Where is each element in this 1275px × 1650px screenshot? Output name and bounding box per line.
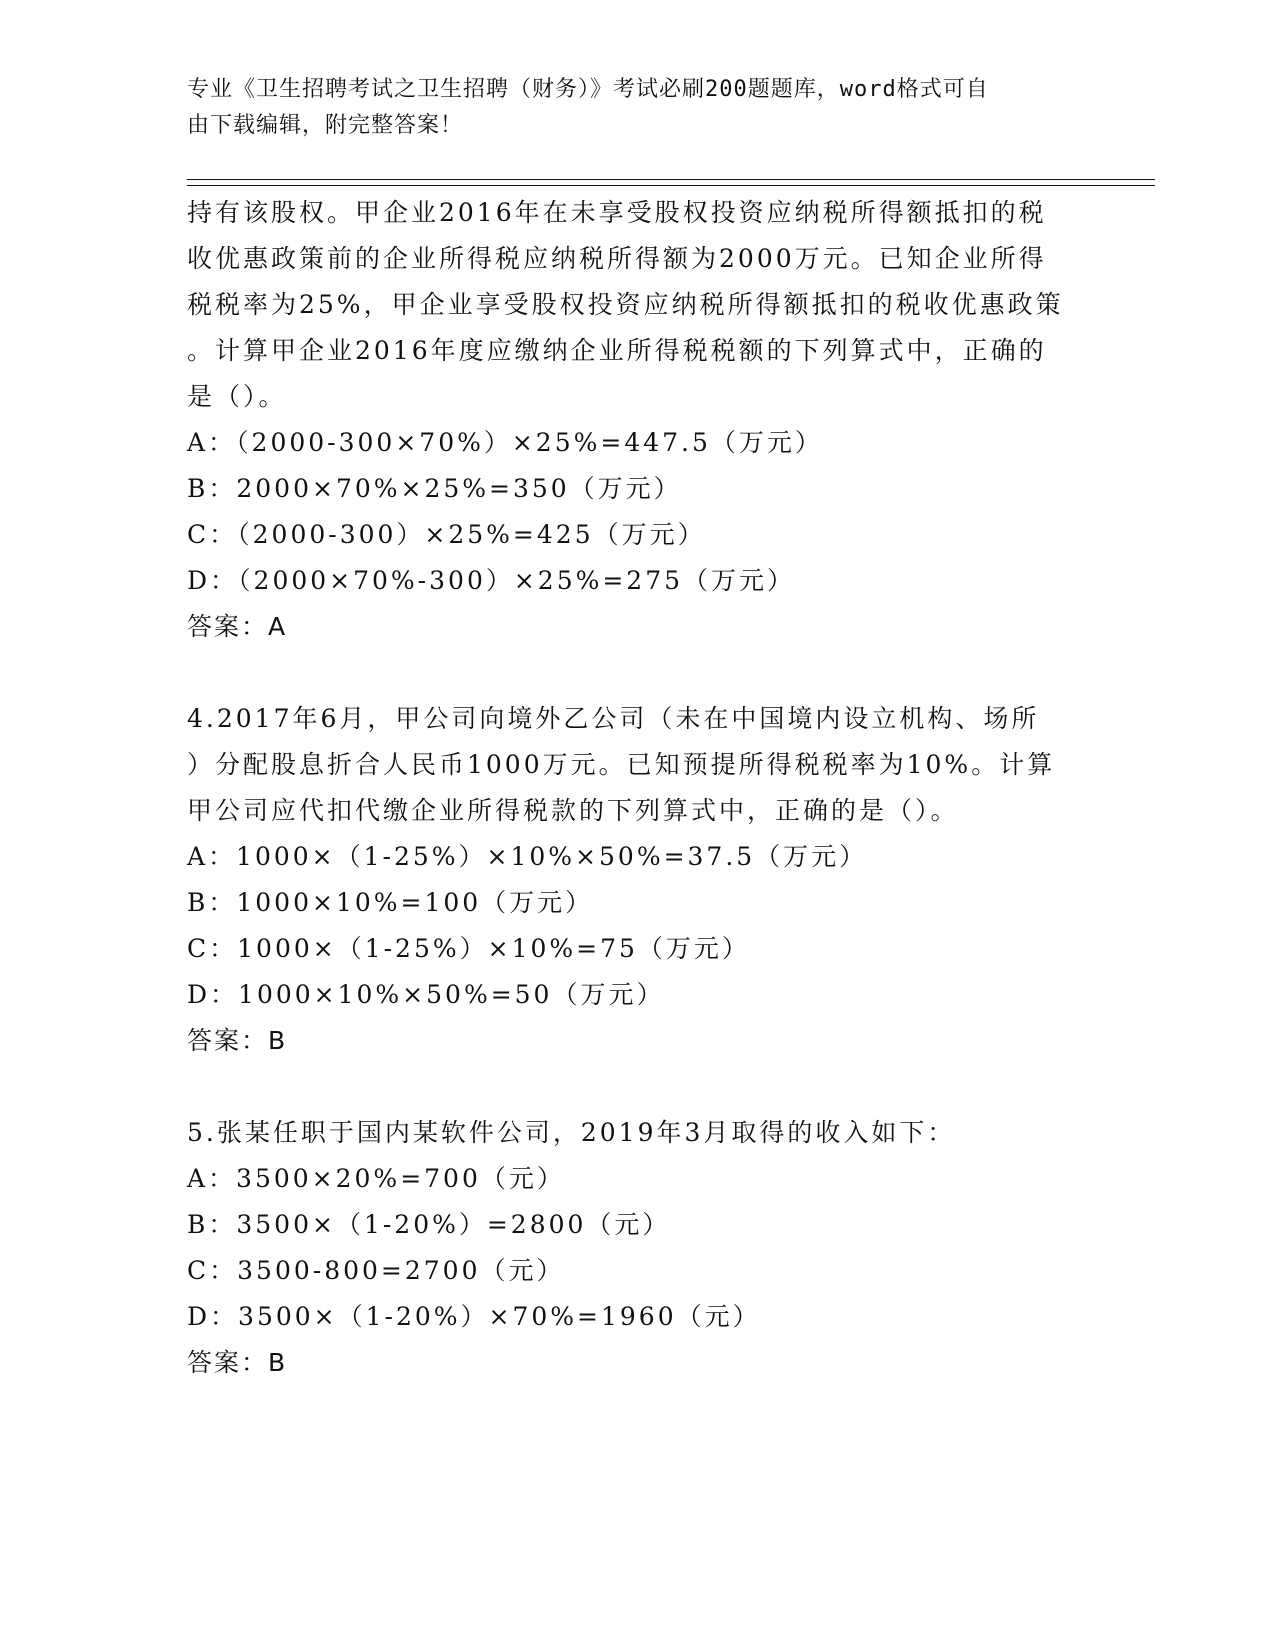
question-3-stem-line: 税税率为25%，甲企业享受股权投资应纳税所得额抵扣的税收优惠政策 [187,290,1064,319]
question-3-answer: 答案：A [187,612,288,641]
question-3-stem-line: 持有该股权。甲企业2016年在未享受股权投资应纳税所得额抵扣的税 [187,198,1047,227]
header-divider-top [187,179,1155,180]
question-4-stem-line: 4.2017年6月，甲公司向境外乙公司（未在中国境内设立机构、场所 [187,704,1040,733]
spacer [187,650,1087,696]
header-line-2: 由下载编辑，附完整答案！ [187,113,464,138]
question-4-stem-line: 甲公司应代扣代缴企业所得税款的下列算式中，正确的是（）。 [187,796,959,825]
question-4-stem-line: ）分配股息折合人民币1000万元。已知预提所得税税率为10%。计算 [187,750,1056,779]
header-divider-bottom [187,185,1155,186]
question-4 [187,696,1087,1064]
question-4-option-c: C：1000×（1-25%）×10%=75（万元） [187,934,750,963]
question-5-option-c: C：3500-800=2700（元） [187,1256,565,1285]
question-5-stem-line: 5.张某任职于国内某软件公司，2019年3月取得的收入如下： [187,1118,956,1147]
question-3-stem-line: 收优惠政策前的企业所得税应纳税所得额为2000万元。已知企业所得 [187,244,1047,273]
question-3-option-c: C：（2000-300）×25%=425（万元） [187,520,706,549]
question-3-stem-line: 。计算甲企业2016年度应缴纳企业所得税税额的下列算式中，正确的 [187,336,1047,365]
question-5-answer: 答案：B [187,1348,288,1377]
question-5-option-b: B：3500×（1-20%）=2800（元） [187,1210,671,1239]
question-content [187,190,1087,1386]
spacer [187,1064,1087,1110]
question-3-option-d: D：（2000×70%-300）×25%=275（万元） [187,566,796,595]
page-header [187,72,1087,144]
question-3-option-b: B：2000×70%×25%=350（万元） [187,474,682,503]
question-5-option-d: D：3500×（1-20%）×70%=1960（元） [187,1302,761,1331]
header-line-1: 专业《卫生招聘考试之卫生招聘（财务）》考试必刷200题题库，word格式可自 [187,77,989,102]
question-4-option-d: D：1000×10%×50%=50（万元） [187,980,665,1009]
question-3-option-a: A：（2000-300×70%）×25%=447.5（万元） [187,428,823,457]
question-3 [187,190,1087,650]
question-4-option-a: A：1000×（1-25%）×10%×50%=37.5（万元） [187,842,868,871]
question-3-stem-line: 是（）。 [187,382,287,411]
question-5-option-a: A：3500×20%=700（元） [187,1164,565,1193]
question-5 [187,1110,1087,1386]
question-4-option-b: B：1000×10%=100（万元） [187,888,594,917]
question-4-answer: 答案：B [187,1026,288,1055]
